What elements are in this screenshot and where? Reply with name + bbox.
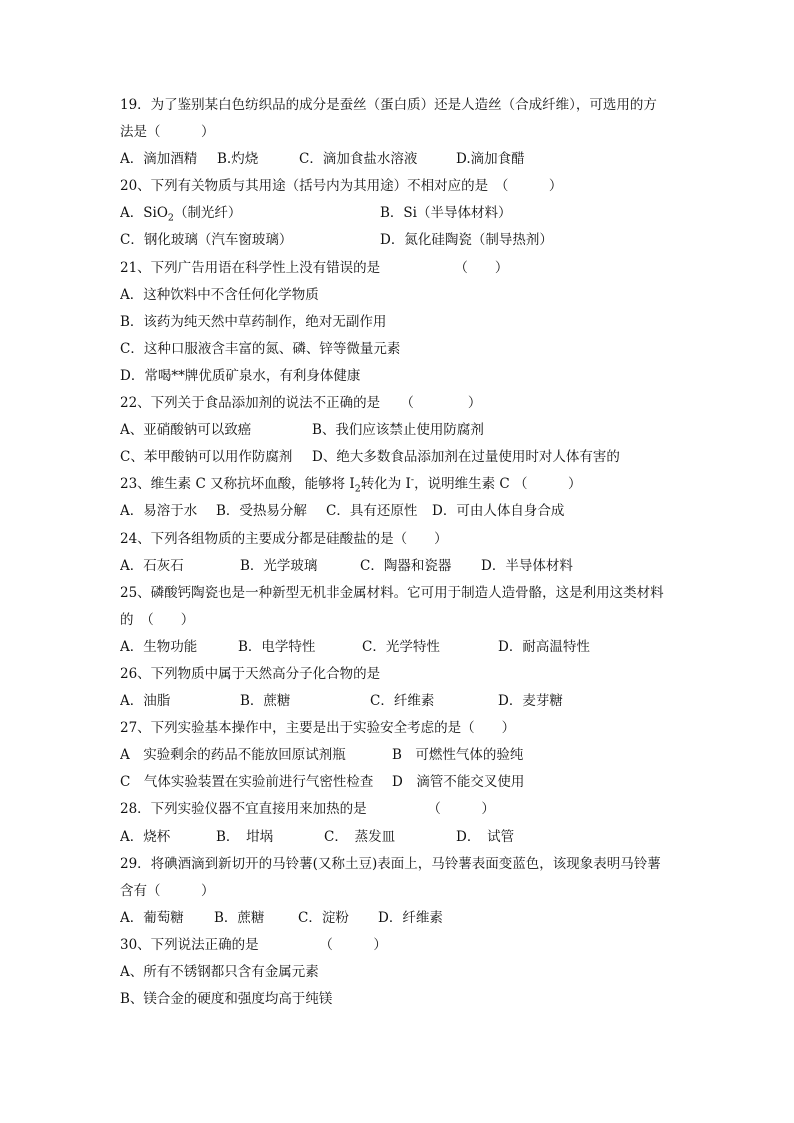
option-b: B．蔗糖 [240, 693, 291, 710]
option-d: D．可由人体自身合成 [432, 503, 565, 520]
question-27-options-cd [120, 769, 680, 796]
question-19-stem-line1: 19．为了鉴别某白色纺织品的成分是蚕丝（蛋白质）还是人造丝（合成纤维），可选用的方 [120, 97, 657, 113]
option-a: A．石灰石 [120, 557, 184, 574]
option-b: B 可燃性气体的验纯 [392, 747, 524, 764]
question-23-stem: 23、维生素 C 又称抗坏血酸，能够将 $I_2$转化为 I-，说明维生素 C （ ） [120, 474, 582, 495]
option-c: C．光学特性 [362, 638, 440, 655]
option-c: C．钢化玻璃（汽车窗玻璃） [120, 232, 293, 249]
option-d: D．纤维素 [378, 909, 443, 926]
option-d: D．耐高温特性 [498, 638, 590, 655]
question-25-stem-line2: 的 （ ） [120, 611, 195, 628]
question-30-option-b: B、镁合金的硬度和强度均高于纯镁 [120, 991, 333, 1008]
option-a: A 实验剩余的药品不能放回原试剂瓶 [120, 747, 346, 764]
question-27-stem: 27、下列实验基本操作中，主要是出于实验安全考虑的是（ ） [120, 720, 516, 737]
option-b: B．电学特性 [238, 638, 316, 655]
question-29-stem-line1: 29．将碘酒滴到新切开的马铃薯(又称土豆)表面上，马铃薯表面变蓝色，该现象表明马铃薯 [120, 855, 661, 872]
question-20-options-cd [120, 227, 680, 254]
option-c: C、苯甲酸钠可以用作防腐剂 [120, 449, 293, 466]
question-25-stem-line1: 25、磷酸钙陶瓷也是一种新型无机非金属材料。它可用于制造人造骨骼，这是利用这类材料 [120, 584, 664, 601]
option-b: B.灼烧 [217, 151, 259, 168]
question-22-options-ab [120, 417, 680, 444]
question-27-options-ab [120, 742, 680, 769]
option-c: C．淀粉 [298, 909, 349, 926]
option-d: D、绝大多数食品添加剂在过量使用时对人体有害的 [312, 449, 620, 466]
question-22-options-cd [120, 444, 680, 471]
option-d: D 滴管不能交叉使用 [392, 774, 525, 791]
question-30-stem: 30、下列说法正确的是 （ ） [120, 936, 387, 953]
option-b: B．Si（半导体材料） [380, 205, 512, 222]
question-19-options [120, 146, 680, 173]
question-20-stem: 20、下列有关物质与其用途（括号内为其用途）不相对应的是 （ ） [120, 178, 563, 195]
question-26-options [120, 688, 680, 715]
question-21-option-a: A．这种饮料中不含任何化学物质 [120, 286, 319, 303]
question-29-stem-line2: 含有（ ） [120, 882, 215, 899]
question-25-options [120, 634, 680, 661]
option-a: A、亚硝酸钠可以致癌 [120, 422, 252, 439]
option-b: B、我们应该禁止使用防腐剂 [312, 422, 484, 439]
question-21-option-c: C．这种口服液含丰富的氮、磷、锌等微量元素 [120, 340, 401, 357]
option-b: B．蔗糖 [214, 909, 265, 926]
question-23-options [120, 498, 680, 525]
option-c: C．具有还原性 [326, 503, 418, 520]
question-26-stem: 26、下列物质中属于天然高分子化合物的是 [120, 665, 381, 682]
question-30-option-a: A、所有不锈钢都只含有金属元素 [120, 964, 319, 980]
option-a: A．生物功能 [120, 638, 198, 655]
question-28-options [120, 824, 680, 851]
option-b: B．光学玻璃 [240, 557, 318, 574]
option-a: A．SiO$_2$（制光纤） [120, 205, 242, 225]
option-d: D.滴加食醋 [456, 151, 525, 168]
question-22-stem: 22、下列关于食品添加剂的说法不正确的是 （ ） [120, 395, 482, 412]
option-d: D． 试管 [456, 828, 515, 845]
option-a: A．易溶于水 [120, 503, 198, 520]
question-28-stem: 28．下列实验仪器不宜直接用来加热的是 （ ） [120, 801, 495, 818]
question-24-options [120, 553, 680, 580]
option-c: C．纤维素 [370, 693, 435, 710]
option-a: A．油脂 [120, 693, 171, 710]
question-21-option-d: D．常喝**牌优质矿泉水，有利身体健康 [120, 367, 361, 384]
option-c: C．陶器和瓷器 [360, 557, 452, 574]
option-c: C 气体实验装置在实验前进行气密性检查 [120, 774, 374, 791]
option-d: D．氮化硅陶瓷（制导热剂） [380, 232, 553, 249]
question-24-stem: 24、下列各组物质的主要成分都是硅酸盐的是（ ） [120, 530, 448, 547]
question-list [120, 92, 680, 1013]
option-b: B．受热易分解 [216, 503, 307, 520]
option-c: C． 蒸发皿 [324, 828, 396, 845]
question-19-stem-line2: 法是（ ） [120, 124, 215, 141]
option-c: C．滴加食盐水溶液 [299, 151, 418, 168]
option-d: D．半导体材料 [481, 557, 573, 574]
option-a: A．滴加酒精 [120, 151, 198, 168]
question-21-stem: 21、下列广告用语在科学性上没有错误的是 （ ） [120, 259, 509, 276]
option-a: A．葡萄糖 [120, 909, 184, 926]
question-29-options [120, 905, 680, 932]
option-a: A．烧杯 [120, 828, 171, 845]
option-b: B． 坩埚 [216, 828, 274, 845]
question-20-options-ab [120, 200, 680, 227]
option-d: D．麦芽糖 [498, 693, 563, 710]
question-21-option-b: B．该药为纯天然中草药制作，绝对无副作用 [120, 313, 387, 330]
